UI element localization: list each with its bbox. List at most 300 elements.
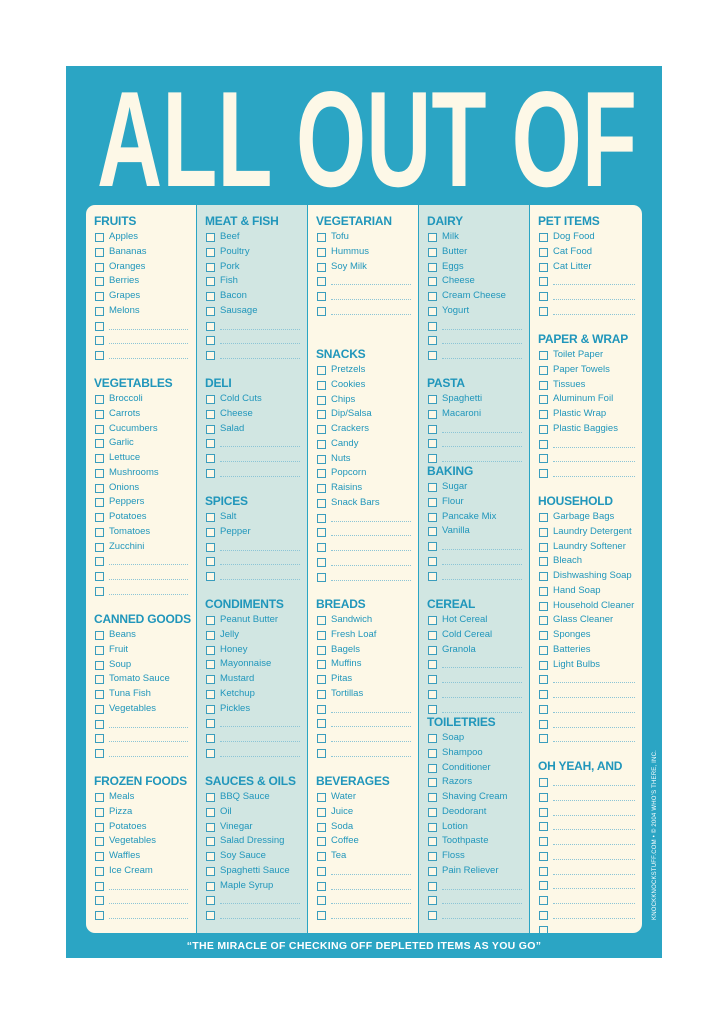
checkbox[interactable]	[539, 690, 548, 699]
blank-write-in-line[interactable]	[442, 329, 522, 330]
checkbox[interactable]	[206, 705, 215, 714]
checkbox[interactable]	[317, 793, 326, 802]
checkbox[interactable]	[428, 749, 437, 758]
checkbox[interactable]	[428, 425, 437, 434]
checkbox[interactable]	[539, 469, 548, 478]
blank-write-in-line[interactable]	[442, 343, 522, 344]
blank-write-in-line[interactable]	[220, 903, 300, 904]
item-label: Ketchup	[220, 687, 255, 699]
checkbox[interactable]	[206, 292, 215, 301]
blank-write-in-line[interactable]	[331, 565, 411, 566]
blank-write-in-line[interactable]	[109, 564, 188, 565]
checkbox[interactable]	[206, 675, 215, 684]
checkbox[interactable]	[95, 484, 104, 493]
checkbox[interactable]	[206, 631, 215, 640]
section-title: HOUSEHOLD	[538, 494, 613, 508]
blank-write-in-line[interactable]	[553, 859, 635, 860]
checkbox[interactable]	[206, 793, 215, 802]
checkbox[interactable]	[206, 896, 215, 905]
checkbox[interactable]	[317, 837, 326, 846]
blank-write-in-line[interactable]	[553, 447, 635, 448]
item-label: Pain Reliever	[442, 864, 499, 876]
checkbox[interactable]	[428, 454, 437, 463]
checkbox[interactable]	[539, 616, 548, 625]
checkbox[interactable]	[95, 498, 104, 507]
checkbox[interactable]	[428, 823, 437, 832]
checkbox[interactable]	[539, 837, 548, 846]
checkbox[interactable]	[428, 322, 437, 331]
blank-write-in-line[interactable]	[553, 874, 635, 875]
checkbox[interactable]	[206, 660, 215, 669]
checkbox[interactable]	[539, 867, 548, 876]
checkbox[interactable]	[317, 660, 326, 669]
checkbox[interactable]	[95, 808, 104, 817]
checkbox[interactable]	[317, 440, 326, 449]
checkbox[interactable]	[428, 793, 437, 802]
checkbox[interactable]	[317, 543, 326, 552]
checkbox[interactable]	[539, 602, 548, 611]
checkbox[interactable]	[95, 513, 104, 522]
checkbox[interactable]	[206, 439, 215, 448]
checkbox[interactable]	[95, 351, 104, 360]
blank-write-in-line[interactable]	[109, 594, 188, 595]
checkbox[interactable]	[95, 395, 104, 404]
item-label: Onions	[109, 481, 140, 493]
checkbox[interactable]	[428, 675, 437, 684]
checkbox[interactable]	[539, 675, 548, 684]
checkbox[interactable]	[95, 425, 104, 434]
blank-write-in-line[interactable]	[331, 712, 411, 713]
checkbox[interactable]	[428, 867, 437, 876]
checkbox[interactable]	[317, 852, 326, 861]
checkbox[interactable]	[206, 351, 215, 360]
blank-write-in-line[interactable]	[331, 535, 411, 536]
checkbox[interactable]	[428, 513, 437, 522]
checkbox[interactable]	[428, 395, 437, 404]
blank-write-in-line[interactable]	[553, 461, 635, 462]
checkbox[interactable]	[539, 646, 548, 655]
checkbox[interactable]	[428, 572, 437, 581]
checkbox[interactable]	[206, 616, 215, 625]
checkbox[interactable]	[317, 823, 326, 832]
checkbox[interactable]	[539, 351, 548, 360]
blank-write-in-line[interactable]	[331, 918, 411, 919]
checkbox[interactable]	[206, 734, 215, 743]
checklist-item	[427, 422, 526, 437]
checkbox[interactable]	[428, 263, 437, 272]
section-meat-fish	[205, 213, 304, 363]
checkbox[interactable]	[206, 852, 215, 861]
blank-write-in-line[interactable]	[553, 299, 635, 300]
checkbox[interactable]	[539, 631, 548, 640]
checkbox[interactable]	[317, 381, 326, 390]
checkbox[interactable]	[428, 852, 437, 861]
checkbox[interactable]	[317, 705, 326, 714]
checkbox[interactable]	[428, 351, 437, 360]
checkbox[interactable]	[206, 277, 215, 286]
checkbox[interactable]	[539, 263, 548, 272]
checkbox[interactable]	[317, 425, 326, 434]
blank-write-in-line[interactable]	[220, 446, 300, 447]
checkbox[interactable]	[317, 499, 326, 508]
blank-write-in-line[interactable]	[442, 682, 522, 683]
checkbox[interactable]	[539, 734, 548, 743]
blank-write-in-line[interactable]	[553, 682, 635, 683]
checkbox[interactable]	[428, 233, 437, 242]
column-1	[86, 205, 196, 933]
checklist-item	[94, 731, 192, 746]
checkbox[interactable]	[206, 749, 215, 758]
checkbox[interactable]	[539, 513, 548, 522]
checkbox[interactable]	[317, 558, 326, 567]
checkbox[interactable]	[539, 778, 548, 787]
checkbox[interactable]	[428, 439, 437, 448]
blank-write-in-line[interactable]	[331, 741, 411, 742]
blank-write-in-line[interactable]	[553, 918, 635, 919]
checkbox[interactable]	[317, 292, 326, 301]
checkbox[interactable]	[95, 469, 104, 478]
blank-write-in-line[interactable]	[331, 284, 411, 285]
checkbox[interactable]	[317, 514, 326, 523]
checkbox[interactable]	[317, 882, 326, 891]
blank-write-in-line[interactable]	[109, 329, 188, 330]
blank-write-in-line[interactable]	[109, 579, 188, 580]
checkbox[interactable]	[95, 749, 104, 758]
checkbox[interactable]	[206, 690, 215, 699]
checkbox[interactable]	[95, 336, 104, 345]
checkbox[interactable]	[95, 233, 104, 242]
blank-write-in-line[interactable]	[553, 903, 635, 904]
checkbox[interactable]	[428, 911, 437, 920]
checkbox[interactable]	[95, 911, 104, 920]
checkbox[interactable]	[428, 336, 437, 345]
blank-write-in-line[interactable]	[442, 697, 522, 698]
checkbox[interactable]	[539, 557, 548, 566]
checkbox[interactable]	[317, 911, 326, 920]
blank-write-in-line[interactable]	[553, 314, 635, 315]
checkbox[interactable]	[206, 322, 215, 331]
checkbox[interactable]	[317, 808, 326, 817]
checkbox[interactable]	[317, 396, 326, 405]
checkbox[interactable]	[428, 660, 437, 669]
checkbox[interactable]	[539, 572, 548, 581]
blank-write-in-line[interactable]	[109, 727, 188, 728]
blank-write-in-line[interactable]	[553, 727, 635, 728]
blank-write-in-line[interactable]	[553, 712, 635, 713]
checkbox[interactable]	[317, 410, 326, 419]
checkbox[interactable]	[317, 616, 326, 625]
blank-write-in-line[interactable]	[553, 888, 635, 889]
blank-write-in-line[interactable]	[553, 844, 635, 845]
checkbox[interactable]	[317, 233, 326, 242]
checkbox[interactable]	[539, 661, 548, 670]
checkbox[interactable]	[95, 852, 104, 861]
checkbox[interactable]	[539, 277, 548, 286]
item-label: Mustard	[220, 673, 255, 684]
checkbox[interactable]	[95, 690, 104, 699]
checkbox[interactable]	[206, 336, 215, 345]
checkbox[interactable]	[95, 793, 104, 802]
checkbox[interactable]	[95, 292, 104, 301]
checkbox[interactable]	[317, 646, 326, 655]
checkbox[interactable]	[317, 631, 326, 640]
checklist-item	[94, 834, 192, 849]
checkbox[interactable]	[539, 881, 548, 890]
checkbox[interactable]	[95, 631, 104, 640]
blank-write-in-line[interactable]	[553, 933, 635, 934]
checkbox[interactable]	[539, 705, 548, 714]
checkbox[interactable]	[206, 233, 215, 242]
checkbox[interactable]	[539, 911, 548, 920]
checkbox[interactable]	[95, 882, 104, 891]
checkbox[interactable]	[539, 896, 548, 905]
checkbox[interactable]	[428, 705, 437, 714]
checkbox[interactable]	[317, 277, 326, 286]
blank-write-in-line[interactable]	[553, 284, 635, 285]
blank-write-in-line[interactable]	[442, 712, 522, 713]
checkbox[interactable]	[428, 277, 437, 286]
blank-write-in-line[interactable]	[109, 741, 188, 742]
checkbox[interactable]	[206, 248, 215, 257]
checkbox[interactable]	[539, 233, 548, 242]
checkbox[interactable]	[95, 322, 104, 331]
checkbox[interactable]	[317, 469, 326, 478]
blank-write-in-line[interactable]	[331, 874, 411, 875]
blank-write-in-line[interactable]	[109, 918, 188, 919]
blank-write-in-line[interactable]	[220, 756, 300, 757]
checkbox[interactable]	[428, 882, 437, 891]
blank-write-in-line[interactable]	[553, 800, 635, 801]
checkbox[interactable]	[428, 690, 437, 699]
checkbox[interactable]	[539, 440, 548, 449]
checkbox[interactable]	[206, 867, 215, 876]
checkbox[interactable]	[95, 277, 104, 286]
checkbox[interactable]	[428, 307, 437, 316]
checkbox[interactable]	[539, 808, 548, 817]
checkbox[interactable]	[539, 307, 548, 316]
checkbox[interactable]	[539, 528, 548, 537]
checkbox[interactable]	[428, 498, 437, 507]
blank-write-in-line[interactable]	[553, 741, 635, 742]
blank-write-in-line[interactable]	[220, 726, 300, 727]
checkbox[interactable]	[539, 587, 548, 596]
blank-write-in-line[interactable]	[331, 903, 411, 904]
checkbox[interactable]	[539, 720, 548, 729]
checkbox[interactable]	[206, 557, 215, 566]
checkbox[interactable]	[206, 882, 215, 891]
checkbox[interactable]	[95, 867, 104, 876]
checkbox[interactable]	[428, 837, 437, 846]
blank-write-in-line[interactable]	[331, 299, 411, 300]
checkbox[interactable]	[317, 749, 326, 758]
checkbox[interactable]	[317, 719, 326, 728]
checkbox[interactable]	[317, 366, 326, 375]
checkbox[interactable]	[95, 248, 104, 257]
checkbox[interactable]	[206, 911, 215, 920]
blank-write-in-line[interactable]	[220, 579, 300, 580]
checkbox[interactable]	[95, 528, 104, 537]
checkbox[interactable]	[317, 896, 326, 905]
checkbox[interactable]	[428, 483, 437, 492]
checkbox[interactable]	[317, 484, 326, 493]
checkbox[interactable]	[539, 410, 548, 419]
blank-write-in-line[interactable]	[331, 314, 411, 315]
blank-write-in-line[interactable]	[442, 564, 522, 565]
checkbox[interactable]	[206, 410, 215, 419]
blank-write-in-line[interactable]	[442, 918, 522, 919]
checkbox[interactable]	[317, 573, 326, 582]
blank-write-in-line[interactable]	[553, 829, 635, 830]
section-title: BAKING	[427, 464, 474, 478]
blank-write-in-line[interactable]	[331, 756, 411, 757]
blank-write-in-line[interactable]	[220, 550, 300, 551]
blank-write-in-line[interactable]	[109, 903, 188, 904]
blank-write-in-line[interactable]	[331, 550, 411, 551]
checkbox[interactable]	[206, 425, 215, 434]
blank-write-in-line[interactable]	[109, 343, 188, 344]
blank-write-in-line[interactable]	[553, 785, 635, 786]
blank-write-in-line[interactable]	[331, 580, 411, 581]
blank-write-in-line[interactable]	[220, 476, 300, 477]
checkbox[interactable]	[539, 292, 548, 301]
checkbox[interactable]	[95, 454, 104, 463]
checkbox[interactable]	[95, 439, 104, 448]
checkbox[interactable]	[206, 719, 215, 728]
checkbox[interactable]	[95, 307, 104, 316]
blank-write-in-line[interactable]	[442, 667, 522, 668]
blank-write-in-line[interactable]	[109, 358, 188, 359]
checkbox[interactable]	[539, 425, 548, 434]
checkbox[interactable]	[206, 263, 215, 272]
checkbox[interactable]	[206, 646, 215, 655]
checkbox[interactable]	[428, 292, 437, 301]
checkbox[interactable]	[539, 543, 548, 552]
checkbox[interactable]	[95, 705, 104, 714]
checkbox[interactable]	[539, 454, 548, 463]
checkbox[interactable]	[95, 720, 104, 729]
checkbox[interactable]	[206, 469, 215, 478]
checkbox[interactable]	[317, 455, 326, 464]
checkbox[interactable]	[317, 867, 326, 876]
checkbox[interactable]	[206, 513, 215, 522]
checkbox[interactable]	[539, 793, 548, 802]
checkbox[interactable]	[317, 690, 326, 699]
checkbox[interactable]	[95, 587, 104, 596]
section-frozen-foods	[94, 773, 192, 923]
checkbox[interactable]	[95, 661, 104, 670]
checkbox[interactable]	[428, 734, 437, 743]
checkbox[interactable]	[206, 454, 215, 463]
blank-write-in-line[interactable]	[442, 549, 522, 550]
blank-write-in-line[interactable]	[331, 726, 411, 727]
checkbox[interactable]	[428, 410, 437, 419]
blank-write-in-line[interactable]	[220, 329, 300, 330]
blank-write-in-line[interactable]	[109, 756, 188, 757]
checkbox[interactable]	[317, 734, 326, 743]
blank-write-in-line[interactable]	[442, 461, 522, 462]
blank-write-in-line[interactable]	[220, 918, 300, 919]
checkbox[interactable]	[428, 557, 437, 566]
checkbox[interactable]	[317, 248, 326, 257]
blank-write-in-line[interactable]	[331, 889, 411, 890]
checkbox[interactable]	[206, 808, 215, 817]
checkbox[interactable]	[539, 926, 548, 934]
checkbox[interactable]	[95, 675, 104, 684]
checkbox[interactable]	[539, 366, 548, 375]
checkbox[interactable]	[95, 896, 104, 905]
checkbox[interactable]	[317, 675, 326, 684]
checkbox[interactable]	[428, 646, 437, 655]
checkbox[interactable]	[206, 528, 215, 537]
checkbox[interactable]	[95, 823, 104, 832]
checkbox[interactable]	[206, 823, 215, 832]
blank-write-in-line[interactable]	[220, 358, 300, 359]
blank-write-in-line[interactable]	[220, 461, 300, 462]
blank-write-in-line[interactable]	[220, 741, 300, 742]
section-pet-items	[538, 213, 639, 319]
blank-write-in-line[interactable]	[442, 432, 522, 433]
checkbox[interactable]	[206, 395, 215, 404]
checklist-item	[538, 584, 639, 599]
checkbox[interactable]	[428, 248, 437, 257]
checkbox[interactable]	[428, 631, 437, 640]
checkbox[interactable]	[428, 527, 437, 536]
checkbox[interactable]	[539, 822, 548, 831]
checkbox[interactable]	[428, 542, 437, 551]
checkbox[interactable]	[539, 248, 548, 257]
blank-write-in-line[interactable]	[442, 579, 522, 580]
item-label: Ice Cream	[109, 864, 153, 876]
checkbox[interactable]	[317, 307, 326, 316]
checkbox[interactable]	[317, 263, 326, 272]
checklist-item	[538, 245, 639, 260]
checkbox[interactable]	[95, 734, 104, 743]
checkbox[interactable]	[539, 395, 548, 404]
blank-write-in-line[interactable]	[553, 815, 635, 816]
checkbox[interactable]	[428, 764, 437, 773]
checkbox[interactable]	[539, 852, 548, 861]
checkbox[interactable]	[95, 837, 104, 846]
blank-write-in-line[interactable]	[109, 889, 188, 890]
checkbox[interactable]	[206, 837, 215, 846]
checkbox[interactable]	[428, 616, 437, 625]
blank-write-in-line[interactable]	[442, 358, 522, 359]
checkbox[interactable]	[206, 572, 215, 581]
checkbox[interactable]	[95, 263, 104, 272]
blank-write-in-line[interactable]	[331, 521, 411, 522]
checkbox[interactable]	[206, 543, 215, 552]
blank-write-in-line[interactable]	[220, 343, 300, 344]
checkbox[interactable]	[95, 543, 104, 552]
checkbox[interactable]	[428, 896, 437, 905]
blank-write-in-line[interactable]	[553, 697, 635, 698]
checkbox[interactable]	[539, 381, 548, 390]
checkbox[interactable]	[95, 410, 104, 419]
blank-write-in-line[interactable]	[442, 889, 522, 890]
blank-write-in-line[interactable]	[220, 564, 300, 565]
blank-write-in-line[interactable]	[442, 903, 522, 904]
checkbox[interactable]	[95, 572, 104, 581]
checkbox[interactable]	[206, 307, 215, 316]
checkbox[interactable]	[428, 778, 437, 787]
checkbox[interactable]	[428, 808, 437, 817]
checkbox[interactable]	[317, 528, 326, 537]
checkbox[interactable]	[95, 557, 104, 566]
blank-write-in-line[interactable]	[553, 476, 635, 477]
checkbox[interactable]	[95, 646, 104, 655]
blank-write-in-line[interactable]	[442, 446, 522, 447]
checklist-item	[427, 820, 526, 835]
